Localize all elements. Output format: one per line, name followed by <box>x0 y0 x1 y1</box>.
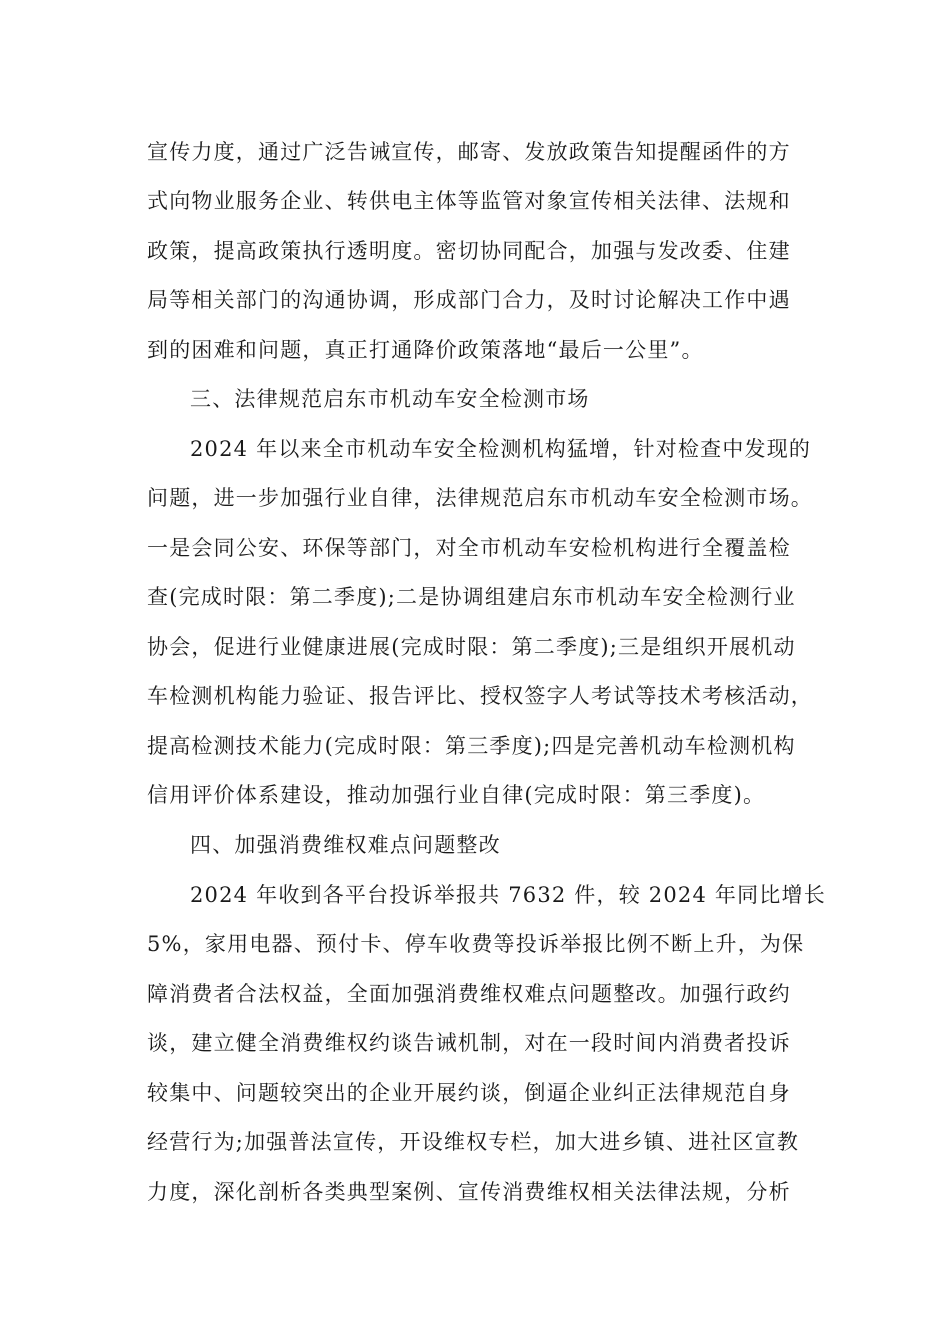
body-text-line: 2024 年以来全市机动车安全检测机构猛增，针对检查中发现的 <box>190 437 812 461</box>
body-text-line: 较集中、问题较突出的企业开展约谈，倒逼企业纠正法律规范自身 <box>147 1081 791 1105</box>
body-text-line: 经营行为;加强普法宣传，开设维权专栏，加大进乡镇、进社区宣教 <box>147 1130 800 1154</box>
body-text-line: 信用评价体系建设，推动加强行业自律(完成时限：第三季度)。 <box>147 783 766 807</box>
body-text-line: 查(完成时限：第二季度);二是协调组建启东市机动车安全检测行业 <box>147 585 796 609</box>
body-text-line: 宣传力度，通过广泛告诫宣传，邮寄、发放政策告知提醒函件的方 <box>147 140 791 164</box>
body-text-line: 问题，进一步加强行业自律，法律规范启东市机动车安全检测市场。 <box>147 486 813 510</box>
body-text-line: 谈，建立健全消费维权约谈告诫机制，对在一段时间内消费者投诉 <box>147 1031 791 1055</box>
body-text-line: 提高检测技术能力(完成时限：第三季度);四是完善机动车检测机构 <box>147 734 796 758</box>
body-text-line: 2024 年收到各平台投诉举报共 7632 件，较 2024 年同比增长 <box>190 883 826 907</box>
body-text-line: 政策，提高政策执行透明度。密切协同配合，加强与发改委、住建 <box>147 239 791 263</box>
section-heading: 四、加强消费维权难点问题整改 <box>190 833 501 857</box>
body-text-line: 力度，深化剖析各类典型案例、宣传消费维权相关法律法规，分析 <box>147 1180 791 1204</box>
body-text-line: 协会，促进行业健康进展(完成时限：第二季度);三是组织开展机动 <box>147 635 796 659</box>
body-text-line: 到的困难和问题，真正打通降价政策落地“最后一公里”。 <box>147 338 704 362</box>
body-text-line: 一是会同公安、环保等部门，对全市机动车安检机构进行全覆盖检 <box>147 536 791 560</box>
body-text-line: 车检测机构能力验证、报告评比、授权签字人考试等技术考核活动， <box>147 684 813 708</box>
body-text-line: 局等相关部门的沟通协调，形成部门合力，及时讨论解决工作中遇 <box>147 288 791 312</box>
body-text-line: 障消费者合法权益，全面加强消费维权难点问题整改。加强行政约 <box>147 982 791 1006</box>
body-text-line: 式向物业服务企业、转供电主体等监管对象宣传相关法律、法规和 <box>147 189 791 213</box>
section-heading: 三、法律规范启东市机动车安全检测市场 <box>190 387 590 411</box>
body-text-line: 5%，家用电器、预付卡、停车收费等投诉举报比例不断上升，为保 <box>147 932 805 956</box>
